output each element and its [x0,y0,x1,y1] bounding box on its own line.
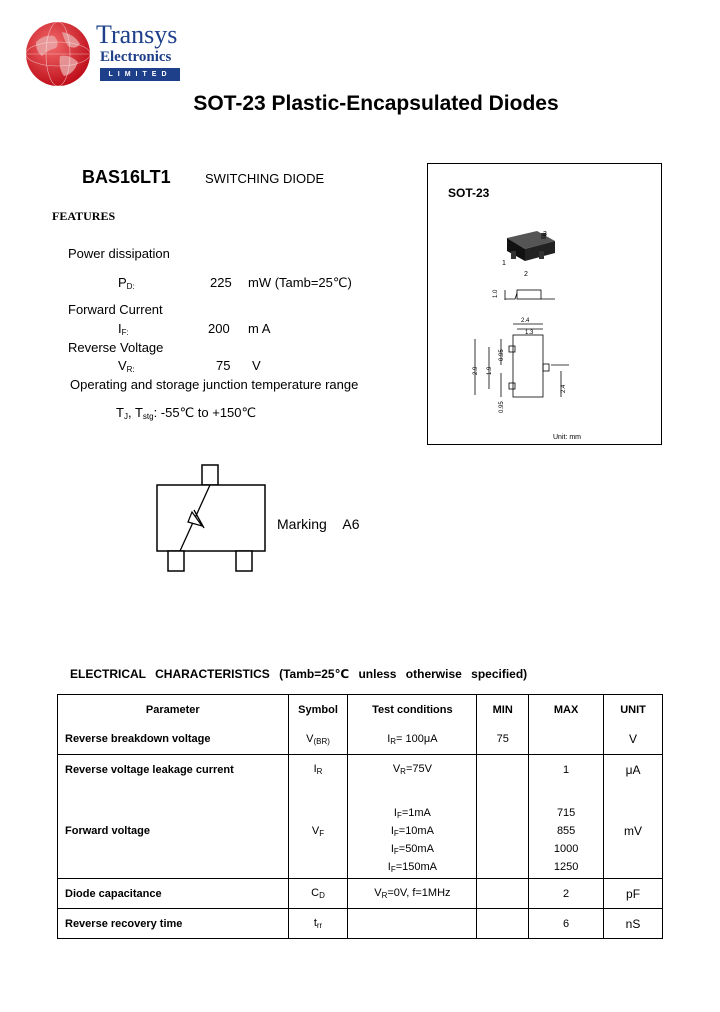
package-top-view [475,324,569,397]
row-capacitance-cond: $V_R=0V$, f=1MHz [348,879,477,909]
temperature-label: Operating and storage junction temperature range [70,377,359,392]
row-leakage-symbol: $I_R$ [288,755,348,785]
header-max: MAX [529,695,604,725]
package-side-view [505,290,555,300]
row-breakdown-max [529,725,604,755]
dim-1-9: 1.9 [487,366,493,375]
dim-1-0: 1.0 [493,289,499,298]
row-breakdown-param: Reverse breakdown voltage [58,725,289,755]
row-recovery-cond [348,909,477,939]
document-title: SOT-23 Plastic-Encapsulated Diodes [193,92,559,115]
table-header-row [58,695,663,725]
pin1-label: 1 [502,260,506,267]
electrical-characteristics-title: ELECTRICAL CHARACTERISTICS (Tamb=25℃ unless otherwise specified) [70,667,528,681]
forward-value: 200 [208,321,230,336]
row-recovery-min [477,909,529,939]
header-min: MIN [477,695,529,725]
temperature-range: $T_J$, $T_{stg}$: -55℃ to +150℃ [116,405,257,421]
reverse-voltage-label: Reverse Voltage [68,340,164,355]
dim-0-95-b: 0.95 [499,401,505,413]
header-symbol: Symbol [288,695,348,725]
row-breakdown-symbol: $V_{(BR)}$ [288,725,348,755]
table-row [58,879,663,909]
dim-1-3: 1.3 [525,330,534,336]
header-parameter: Parameter [58,695,289,725]
electrical-characteristics-table [57,694,663,939]
row-forward-cond: $I_F=1mA$ $I_F=10mA$ $I_F=50mA$ $I_F=150mA$ [348,785,477,879]
forward-symbol: $I_{F:}$ [118,321,129,337]
row-capacitance-max: 2 [529,879,604,909]
row-breakdown-unit: V [604,725,663,755]
forward-unit: m A [248,321,271,336]
package-title: SOT-23 [448,186,490,200]
package-3d-icon [507,231,555,261]
pin3-label: 3 [543,231,547,238]
dim-0-95-a: 0.95 [499,349,505,361]
part-description: SWITCHING DIODE [205,171,325,186]
reverse-symbol: $V_{R:}$ [118,358,135,374]
row-recovery-param: Reverse recovery time [58,909,289,939]
table-row [58,755,663,785]
table-row [58,725,663,755]
table-row [58,785,663,879]
row-recovery-unit: nS [604,909,663,939]
reverse-value: 75 [216,358,231,373]
power-dissipation-label: Power dissipation [68,246,170,261]
row-capacitance-param: Diode capacitance [58,879,289,909]
dim-2-4-vertical: 2.4 [561,384,567,393]
marking-text: Marking A6 [277,516,360,532]
row-forward-min [477,785,529,879]
brand-limited-bar: LIMITED [100,68,180,81]
power-value: 225 [210,275,232,290]
power-unit: mW (Tamb=25℃) [248,275,352,290]
features-heading: FEATURES [52,209,116,223]
table-row [58,909,663,939]
row-forward-unit: mV [604,785,663,879]
row-recovery-max: 6 [529,909,604,939]
pin2-label: 2 [524,271,528,278]
row-capacitance-symbol: $C_D$ [288,879,348,909]
globe-logo-icon [24,20,92,88]
row-leakage-unit: μA [604,755,663,785]
reverse-unit: V [252,358,261,373]
row-capacitance-min [477,879,529,909]
power-symbol: $P_{D:}$ [118,275,135,291]
brand-name: Transys [96,20,178,49]
header-conditions: Test conditions [348,695,477,725]
row-leakage-param: Reverse voltage leakage current [58,755,289,785]
row-forward-param: Forward voltage [58,785,289,879]
brand-subtitle: Electronics [100,49,172,65]
row-capacitance-unit: pF [604,879,663,909]
row-leakage-max: 1 [529,755,604,785]
row-forward-symbol: $V_F$ [288,785,348,879]
row-forward-max: 715 855 1000 1250 [529,785,604,879]
package-drawing [427,163,662,445]
dim-2-9: 2.9 [473,366,479,375]
row-leakage-min [477,755,529,785]
row-breakdown-cond: $I_R= 100\mu A$ [348,725,477,755]
unit-note: Unit: mm [553,434,581,441]
forward-current-label: Forward Current [68,302,163,317]
row-breakdown-min: 75 [477,725,529,755]
row-leakage-cond: $V_R=75V$ [348,755,477,785]
row-recovery-symbol: $t_{rr}$ [288,909,348,939]
part-number: BAS16LT1 [82,167,171,187]
diode-symbol-icon [150,460,270,575]
dim-2-4: 2.4 [521,318,530,324]
header-unit: UNIT [604,695,663,725]
